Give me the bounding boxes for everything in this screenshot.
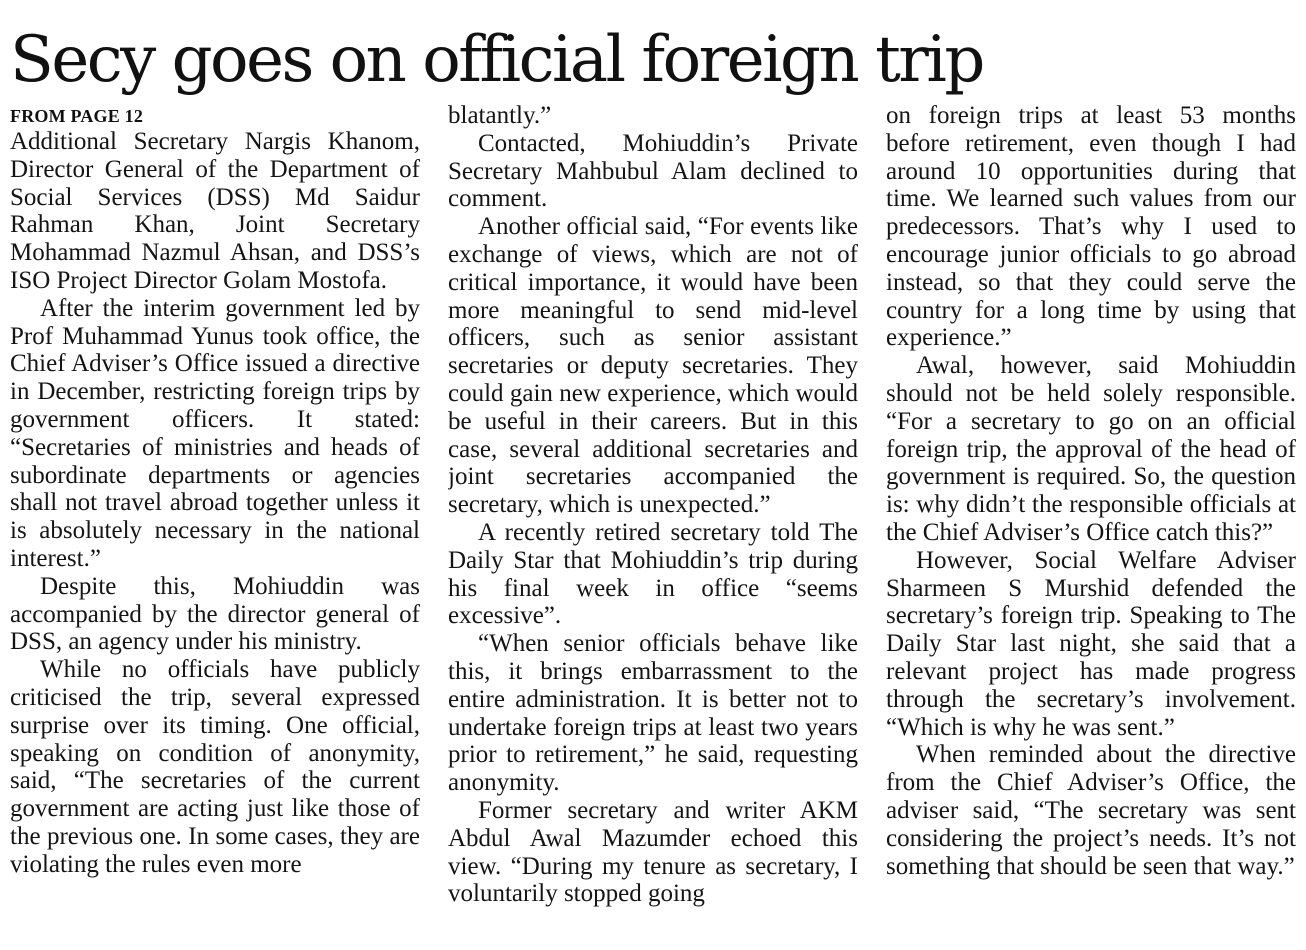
article-headline: Secy goes on official foreign trip (10, 23, 983, 97)
article-paragraph: blatantly.” (448, 102, 552, 129)
article-paragraph: While no officials have publicly criticised the trip, several expressed surprise over its timing. One official, speaking on condition of anonymity, said, “The secretaries of the current government are acting just like those of the previous one. In some cases, they are violating the rules even more (10, 656, 420, 878)
article-paragraph: on foreign trips at least 53 months before retirement, even though I had around 10 opportunities during that time. We learned such values from our predecessors. That’s why I used to encourage junior officials to go abroad instead, so that they could serve the country for a long time by using that experience.” (886, 102, 1296, 352)
article-paragraph: Additional Secretary Nargis Khanom, Director General of the Department of Social Services (DSS) Md Saidur Rahman Khan, Joint Secretary Mohammad Nazmul Ahsan, and DSS’s ISO Project Director Golam Mostofa. (10, 128, 420, 294)
article-paragraph: Awal, however, said Mohiuddin should not be held solely responsible. “For a secretary to go on an official foreign trip, the approval of the head of government is required. So, the question is: why didn’t the responsible officials at the Chief Adviser’s Office catch this?” (886, 352, 1296, 546)
article-column-3 (886, 102, 1296, 938)
article-paragraph: Former secretary and writer AKM Abdul Awal Mazumder echoed this view. “During my tenure as secretary, I voluntarily stopped going (448, 796, 858, 908)
article-column-1 (10, 102, 420, 938)
article-column-2 (448, 102, 858, 938)
article-paragraph: After the interim government led by Prof Muhammad Yunus took office, the Chief Adviser’s Office issued a directive in December, restricting foreign trips by government officers. It stated: “Secretaries of ministries and heads of subordinate departments or agencies shall not travel abroad together unless it is absolutely necessary in the national interest.” (10, 294, 420, 572)
article-paragraph: Another official said, “For events like exchange of views, which are not of critical importance, it would have been more meaningful to send mid-level officers, such as senior assistant secretaries or deputy secretaries. They could gain new experience, which would be useful in their careers. But in this case, several additional secretaries and joint secretaries accompanied the secretary, which is unexpected.” (448, 213, 858, 519)
article-paragraph: However, Social Welfare Adviser Sharmeen S Murshid defended the secretary’s foreign trip. Speaking to The Daily Star last night, she said that a relevant project has made progress through the secretary’s involvement. “Which is why he was sent.” (886, 546, 1296, 741)
article-paragraph: When reminded about the directive from the Chief Adviser’s Office, the adviser said, “The secretary was sent considering the project’s needs. It’s not something that should be seen that way.” (886, 741, 1296, 880)
article-paragraph: Contacted, Mohiuddin’s Private Secretary Mahbubul Alam declined to comment. (448, 129, 858, 213)
article-paragraph: A recently retired secretary told The Daily Star that Mohiuddin’s trip during his final week in office “seems excessive”. (448, 518, 858, 630)
article-paragraph: “When senior officials behave like this, it brings embarrassment to the entire administration. It is better not to undertake foreign trips at least two years prior to retirement,” he said, requesting anonymity. (448, 630, 858, 797)
continued-from-kicker: FROM PAGE 12 (10, 106, 144, 126)
article-paragraph: Despite this, Mohiuddin was accompanied by the director general of DSS, an agency under his ministry. (10, 572, 420, 656)
